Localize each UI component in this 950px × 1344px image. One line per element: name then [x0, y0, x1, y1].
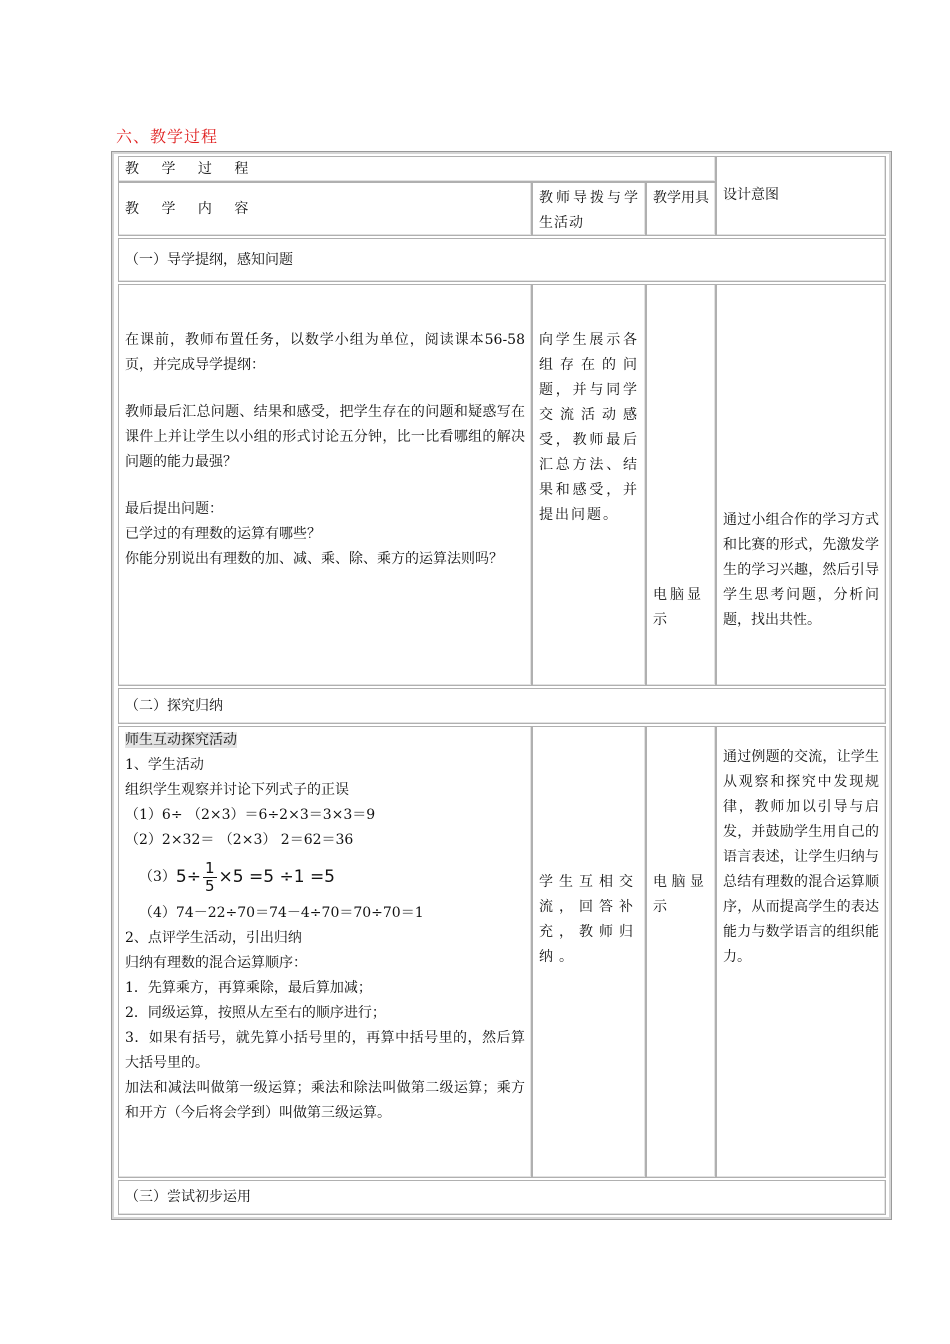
divide-operator: ÷	[186, 866, 201, 887]
operation-levels: 加法和减法叫做第一级运算；乘法和除法叫做第二级运算；乘方和开方（今后将会学到）叫做第三级运算。	[125, 1080, 525, 1121]
header-teaching-tools: 教学用具	[646, 182, 716, 236]
section1-tools: 电脑显示	[646, 284, 716, 686]
section2-guide: 学生互相交流，回答补充，教师归纳。	[532, 726, 646, 1178]
header-teacher-guide: 教师导拨与学生活动	[532, 182, 646, 236]
section1-guide: 向学生展示各组存在的问题，并与同学交流活动感受，教师最后汇总方法、结果和感受，并提出问题。	[532, 284, 646, 686]
section3-title: （三）尝试初步运用	[118, 1180, 886, 1215]
section-heading: 六、教学过程	[116, 127, 219, 146]
header-teaching-process: 教 学 过 程	[118, 156, 716, 182]
section2-content	[118, 726, 532, 1178]
section1-title: （一）导学提纲，感知问题	[118, 238, 886, 282]
activity-title: 师生互动探究活动	[125, 732, 237, 748]
example-2: （2）2×32＝ （2×3） 2＝62＝36	[125, 832, 354, 848]
section1-paragraph: 在课前，教师布置任务，以数学小组为单位，阅读课本56-58页，并完成导学提纲：	[125, 332, 525, 373]
section2-intent: 通过例题的交流，让学生从观察和探究中发现规律，教师加以引导与启发，并鼓励学生用自己的语言表述，让学生归纳与总结有理数的混合运算顺序，从而提高学生的表达能力与数学语言的组织能力。	[716, 726, 886, 1178]
header-teaching-content: 教 学 内 容	[118, 182, 532, 236]
teaching-process-table	[111, 151, 892, 1220]
section1-paragraph: 教师最后汇总问题、结果和感受，把学生存在的问题和疑惑写在课件上并让学生以小组的形式讨论五分钟，比一比看哪组的解决问题的能力最强？	[125, 404, 525, 470]
fraction	[203, 860, 217, 895]
section1-intent: 通过小组合作的学习方式和比赛的形式，先激发学生的学习兴趣，然后引导学生思考问题，分析问题，找出共性。	[716, 284, 886, 686]
formula-rest: ×5 =5 ÷1 =5	[218, 866, 335, 887]
section2-line: 组织学生观察并讨论下列式子的正误	[125, 782, 349, 798]
section2-line: 归纳有理数的混合运算顺序：	[125, 955, 307, 971]
rule-1: 1．先算乘方，再算乘除，最后算加减；	[125, 980, 372, 996]
example-3-label: （3）	[139, 868, 176, 885]
section2-tools: 电 脑 显 示	[646, 726, 716, 1178]
example-4: （4）74－22÷70＝74－4÷70＝70÷70＝1	[139, 905, 424, 921]
section2-line: 2、点评学生活动，引出归纳	[125, 930, 302, 946]
fraction-denominator: 5	[205, 876, 215, 895]
header-design-intent: 设计意图	[716, 156, 886, 236]
rule-3: 3．如果有括号，就先算小括号里的，再算中括号里的，然后算大括号里的。	[125, 1030, 525, 1071]
section1-paragraph: 已学过的有理数的运算有哪些？	[125, 526, 321, 542]
section2-title: （二）探究归纳	[118, 688, 886, 724]
rule-2: 2．同级运算，按照从左至右的顺序进行；	[125, 1005, 386, 1021]
section1-paragraph: 最后提出问题：	[125, 501, 223, 517]
section2-line: 1、学生活动	[125, 757, 204, 773]
formula-term: 5	[175, 866, 187, 887]
fraction-numerator: 1	[205, 858, 215, 877]
example-3-formula	[176, 860, 335, 895]
example-3	[125, 853, 525, 901]
example-1: （1）6÷ （2×3）＝6÷2×3＝3×3＝9	[125, 807, 376, 823]
section1-paragraph: 你能分别说出有理数的加、减、乘、除、乘方的运算法则吗？	[125, 551, 503, 567]
section1-spacer	[125, 378, 525, 400]
section1-spacer	[125, 475, 525, 497]
section1-content	[118, 284, 532, 686]
